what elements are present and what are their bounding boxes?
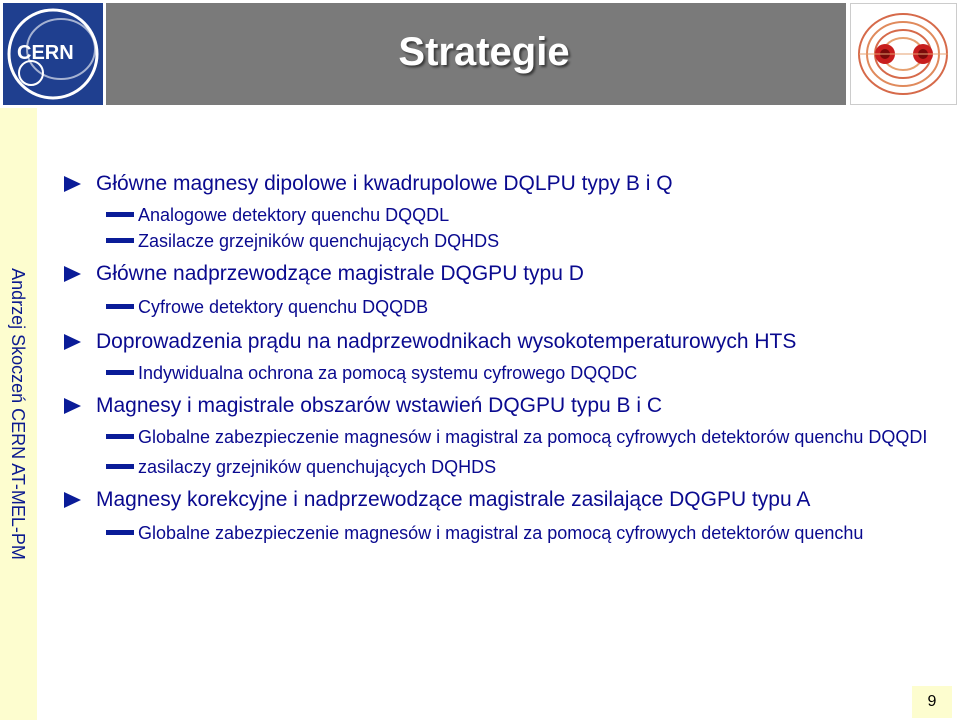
triangle-bullet-icon	[64, 398, 81, 414]
dash-bullet-icon	[106, 464, 134, 469]
slide-header	[0, 0, 960, 108]
triangle-bullet-icon	[64, 176, 81, 192]
dipole-field-image	[850, 3, 957, 105]
cern-logo	[3, 3, 103, 105]
sub-bullet-text: Cyfrowe detektory quenchu DQQDB	[138, 297, 429, 317]
dash-bullet-icon	[106, 370, 134, 375]
sub-bullet-item	[60, 360, 940, 386]
triangle-bullet-icon	[64, 266, 81, 282]
sub-bullet-item	[60, 454, 940, 480]
sub-bullet-text: Analogowe detektory quenchu DQQDL	[138, 205, 450, 225]
slide-title: Strategie	[398, 30, 570, 74]
bullet-text: Główne nadprzewodzące magistrale DQGPU typu D	[96, 262, 584, 285]
sub-bullet-item	[60, 202, 940, 228]
bullet-item	[60, 328, 940, 356]
dash-bullet-icon	[106, 434, 134, 439]
logo-text: CERN	[17, 42, 74, 64]
dash-bullet-icon	[106, 304, 134, 309]
sub-bullet-item	[60, 294, 940, 320]
bullet-item	[60, 392, 940, 420]
bullet-text: Magnesy i magistrale obszarów wstawień DQGPU typu B i C	[96, 394, 663, 417]
page-number: 9	[912, 686, 952, 718]
bullet-item	[60, 486, 940, 514]
dash-bullet-icon	[106, 212, 134, 217]
sub-bullet-item	[60, 424, 940, 450]
bullet-text: Główne magnesy dipolowe i kwadrupolowe DQLPU typy B i Q	[96, 172, 673, 195]
bullet-item	[60, 170, 940, 198]
dash-bullet-icon	[106, 238, 134, 243]
sub-bullet-item	[60, 520, 940, 546]
dipole-field-diagram	[851, 4, 956, 104]
sub-bullet-item	[60, 228, 940, 254]
sub-bullet-text: Globalne zabezpieczenie magnesów i magistral za pomocą cyfrowych detektorów quenchu DQQDI	[138, 427, 928, 447]
bullet-item	[60, 260, 940, 288]
sidebar	[0, 108, 37, 720]
sub-bullet-text: Indywidualna ochrona za pomocą systemu cyfrowego DQQDC	[138, 363, 638, 383]
sub-bullet-text: zasilaczy grzejników quenchujących DQHDS	[138, 457, 497, 477]
dash-bullet-icon	[106, 530, 134, 535]
triangle-bullet-icon	[64, 334, 81, 350]
bullet-text: Magnesy korekcyjne i nadprzewodzące magistrale zasilające DQGPU typu A	[96, 488, 811, 511]
author-label: Andrzej Skoczeń CERN AT-MEL-PM	[8, 268, 28, 560]
cern-logo-icon	[3, 3, 103, 105]
triangle-bullet-icon	[64, 492, 81, 508]
sub-bullet-text: Zasilacze grzejników quenchujących DQHDS	[138, 231, 500, 251]
sub-bullet-text: Globalne zabezpieczenie magnesów i magistral za pomocą cyfrowych detektorów quenchu	[138, 523, 864, 543]
bullet-text: Doprowadzenia prądu na nadprzewodnikach wysokotemperaturowych HTS	[96, 330, 797, 353]
bullet-list	[60, 170, 940, 546]
